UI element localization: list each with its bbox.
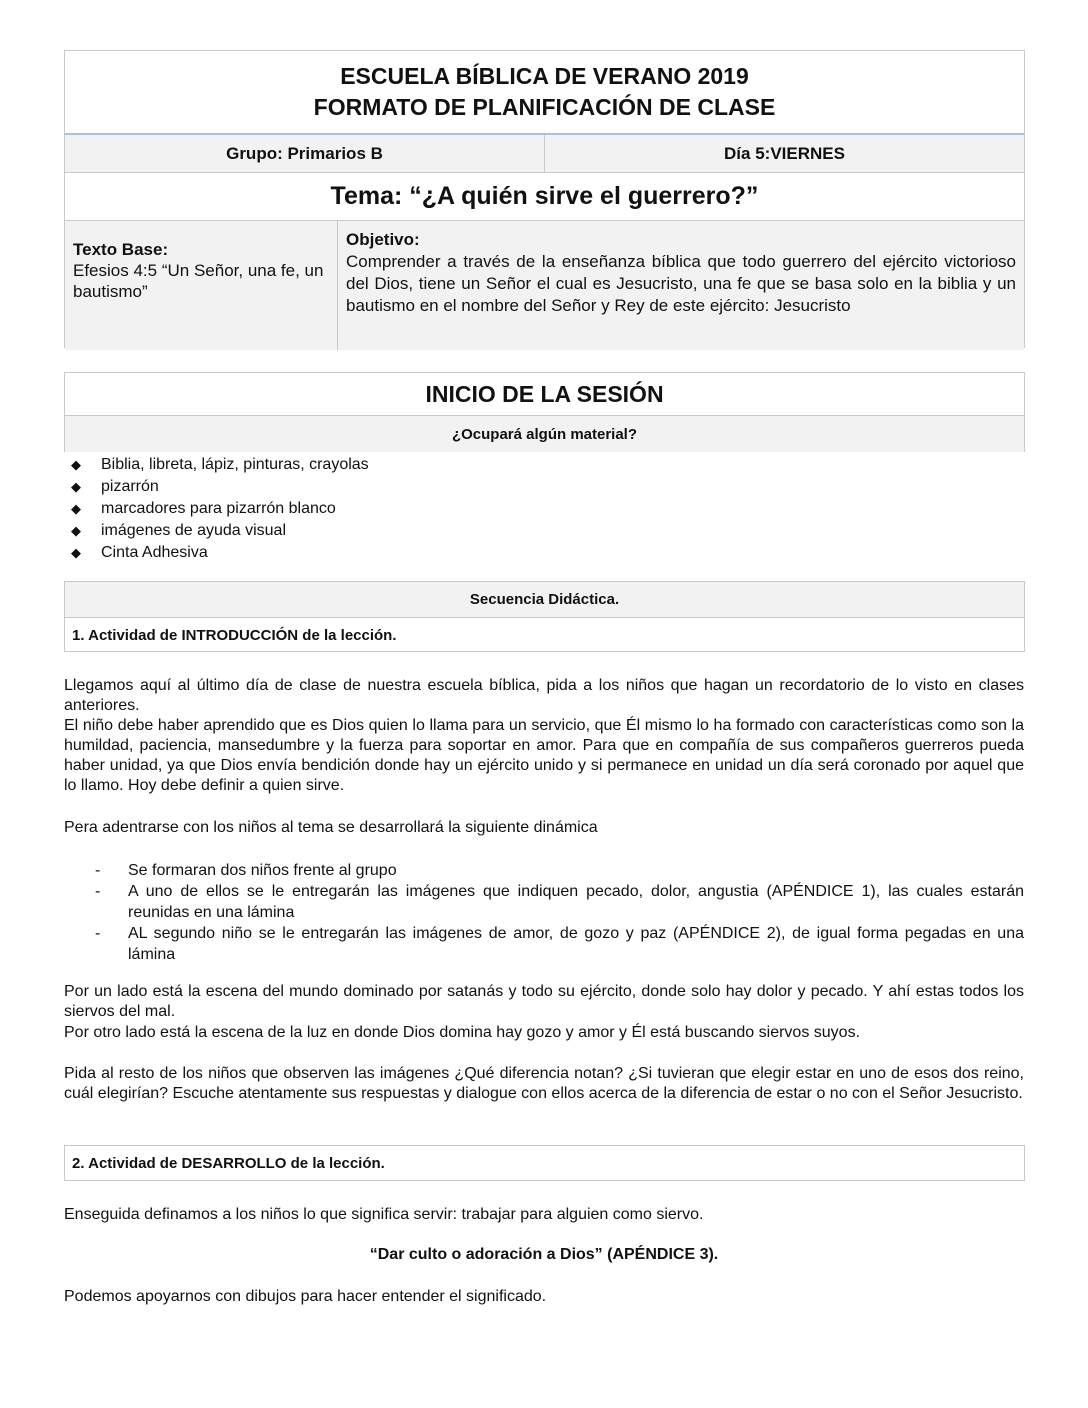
list-item: - AL segundo niño se le entregarán las imágenes de amor, de gozo y paz (APÉNDICE 2), de igual forma pegadas en una lámina	[95, 925, 1024, 963]
group-cell: Grupo: Primarios B	[226, 143, 383, 163]
objective-value: Comprender a través de la enseñanza bíblica que todo guerrero del ejército victorioso del Dios, tiene un Señor el cual es Jesucristo, una fe que se basa solo en la biblia y un bautismo en el nombre del Señor y Rey de este ejército: Jesucristo	[346, 252, 1016, 315]
title-line-2: FORMATO DE PLANIFICACIÓN DE CLASE	[313, 94, 776, 120]
base-text-label: Texto Base:	[73, 240, 169, 259]
activity-1-heading: 1. Actividad de INTRODUCCIÓN de la lección.	[72, 626, 397, 644]
objective-label: Objetivo:	[346, 230, 420, 249]
materials-list	[64, 454, 369, 564]
session-start-table	[64, 372, 1025, 452]
list-item: ◆ pizarrón	[64, 476, 369, 498]
bullet-icon: ◆	[71, 545, 81, 560]
list-item: ◆ marcadores para pizarrón blanco	[64, 498, 369, 520]
paragraph-8: Podemos apoyarnos con dibujos para hacer entender el significado.	[64, 1288, 547, 1305]
dynamic-steps-list	[64, 860, 1024, 965]
group-day-row	[65, 135, 1024, 173]
paragraph-2: El niño debe haber aprendido que es Dios quien lo llama para un servicio, que Él mismo lo ha formado con características como son la humildad, paciencia, mansedumbre y la fuerza para soportar en amor. Para que en compañía de sus compañeros guerreros pueda haber unidad, ya que Dios envía bendición donde hay un ejército unido y si permanece en unidad un día será coronado por aquel que lo llamo. Hoy debe definir a quien sirve.	[64, 717, 1024, 794]
base-objective-row	[65, 221, 1024, 350]
bullet-icon: ◆	[71, 479, 81, 494]
bullet-icon: ◆	[71, 501, 81, 516]
session-start-title: INICIO DE LA SESIÓN	[65, 373, 1024, 416]
base-text-cell	[65, 221, 338, 350]
paragraph-7: Enseguida definamos a los niños lo que significa servir: trabajar para alguien como siervo.	[64, 1206, 704, 1223]
title-line-1: ESCUELA BÍBLICA DE VERANO 2019	[340, 63, 749, 89]
paragraph-4: Por un lado está la escena del mundo dominado por satanás y todo su ejército, donde solo hay dolor y pecado. Y ahí estas todos los siervos del mal.	[64, 983, 1024, 1020]
objective-cell	[338, 221, 1024, 350]
paragraph-6: Pida al resto de los niños que observen las imágenes ¿Qué diferencia notan? ¿Si tuvieran que elegir estar en uno de esos dos reino, cuál elegirían? Escuche atentamente sus respuestas y dialogue con ellos acerca de la diferencia de estar o no con el Señor Jesucristo.	[64, 1065, 1024, 1102]
list-item: - A uno de ellos se le entregarán las imágenes que indiquen pecado, dolor, angustia (APÉNDICE 1), las cuales estarán reunidas en una lámina	[95, 883, 1024, 921]
list-item: ◆ imágenes de ayuda visual	[64, 520, 369, 542]
bullet-icon: ◆	[71, 457, 81, 472]
document-title	[65, 51, 1024, 135]
bullet-icon: ◆	[71, 523, 81, 538]
worship-definition: “Dar culto o adoración a Dios” (APÉNDICE 3).	[369, 1246, 719, 1263]
list-item: ◆ Cinta Adhesiva	[64, 542, 369, 564]
development-table	[64, 1145, 1025, 1181]
header-table	[64, 50, 1025, 348]
activity-2-heading: 2. Actividad de DESARROLLO de la lección.	[72, 1154, 385, 1172]
list-item: - Se formaran dos niños frente al grupo	[95, 862, 397, 879]
material-question: ¿Ocupará algún material?	[65, 416, 1024, 452]
base-text-value: Efesios 4:5 “Un Señor, una fe, un bautismo”	[73, 261, 324, 301]
didactic-sequence-table	[64, 581, 1025, 652]
lesson-topic: Tema: “¿A quién sirve el guerrero?”	[65, 173, 1024, 221]
day-cell: Día 5:VIERNES	[544, 135, 1024, 172]
didactic-sequence-title: Secuencia Didáctica.	[65, 582, 1024, 618]
paragraph-5: Por otro lado está la escena de la luz en donde Dios domina hay gozo y amor y Él está buscando siervos suyos.	[64, 1024, 861, 1041]
list-item: ◆ Biblia, libreta, lápiz, pinturas, crayolas	[64, 454, 369, 476]
paragraph-3: Pera adentrarse con los niños al tema se desarrollará la siguiente dinámica	[64, 819, 598, 836]
paragraph-1: Llegamos aquí al último día de clase de nuestra escuela bíblica, pida a los niños que hagan un recordatorio de lo visto en clases anteriores.	[64, 677, 1024, 714]
